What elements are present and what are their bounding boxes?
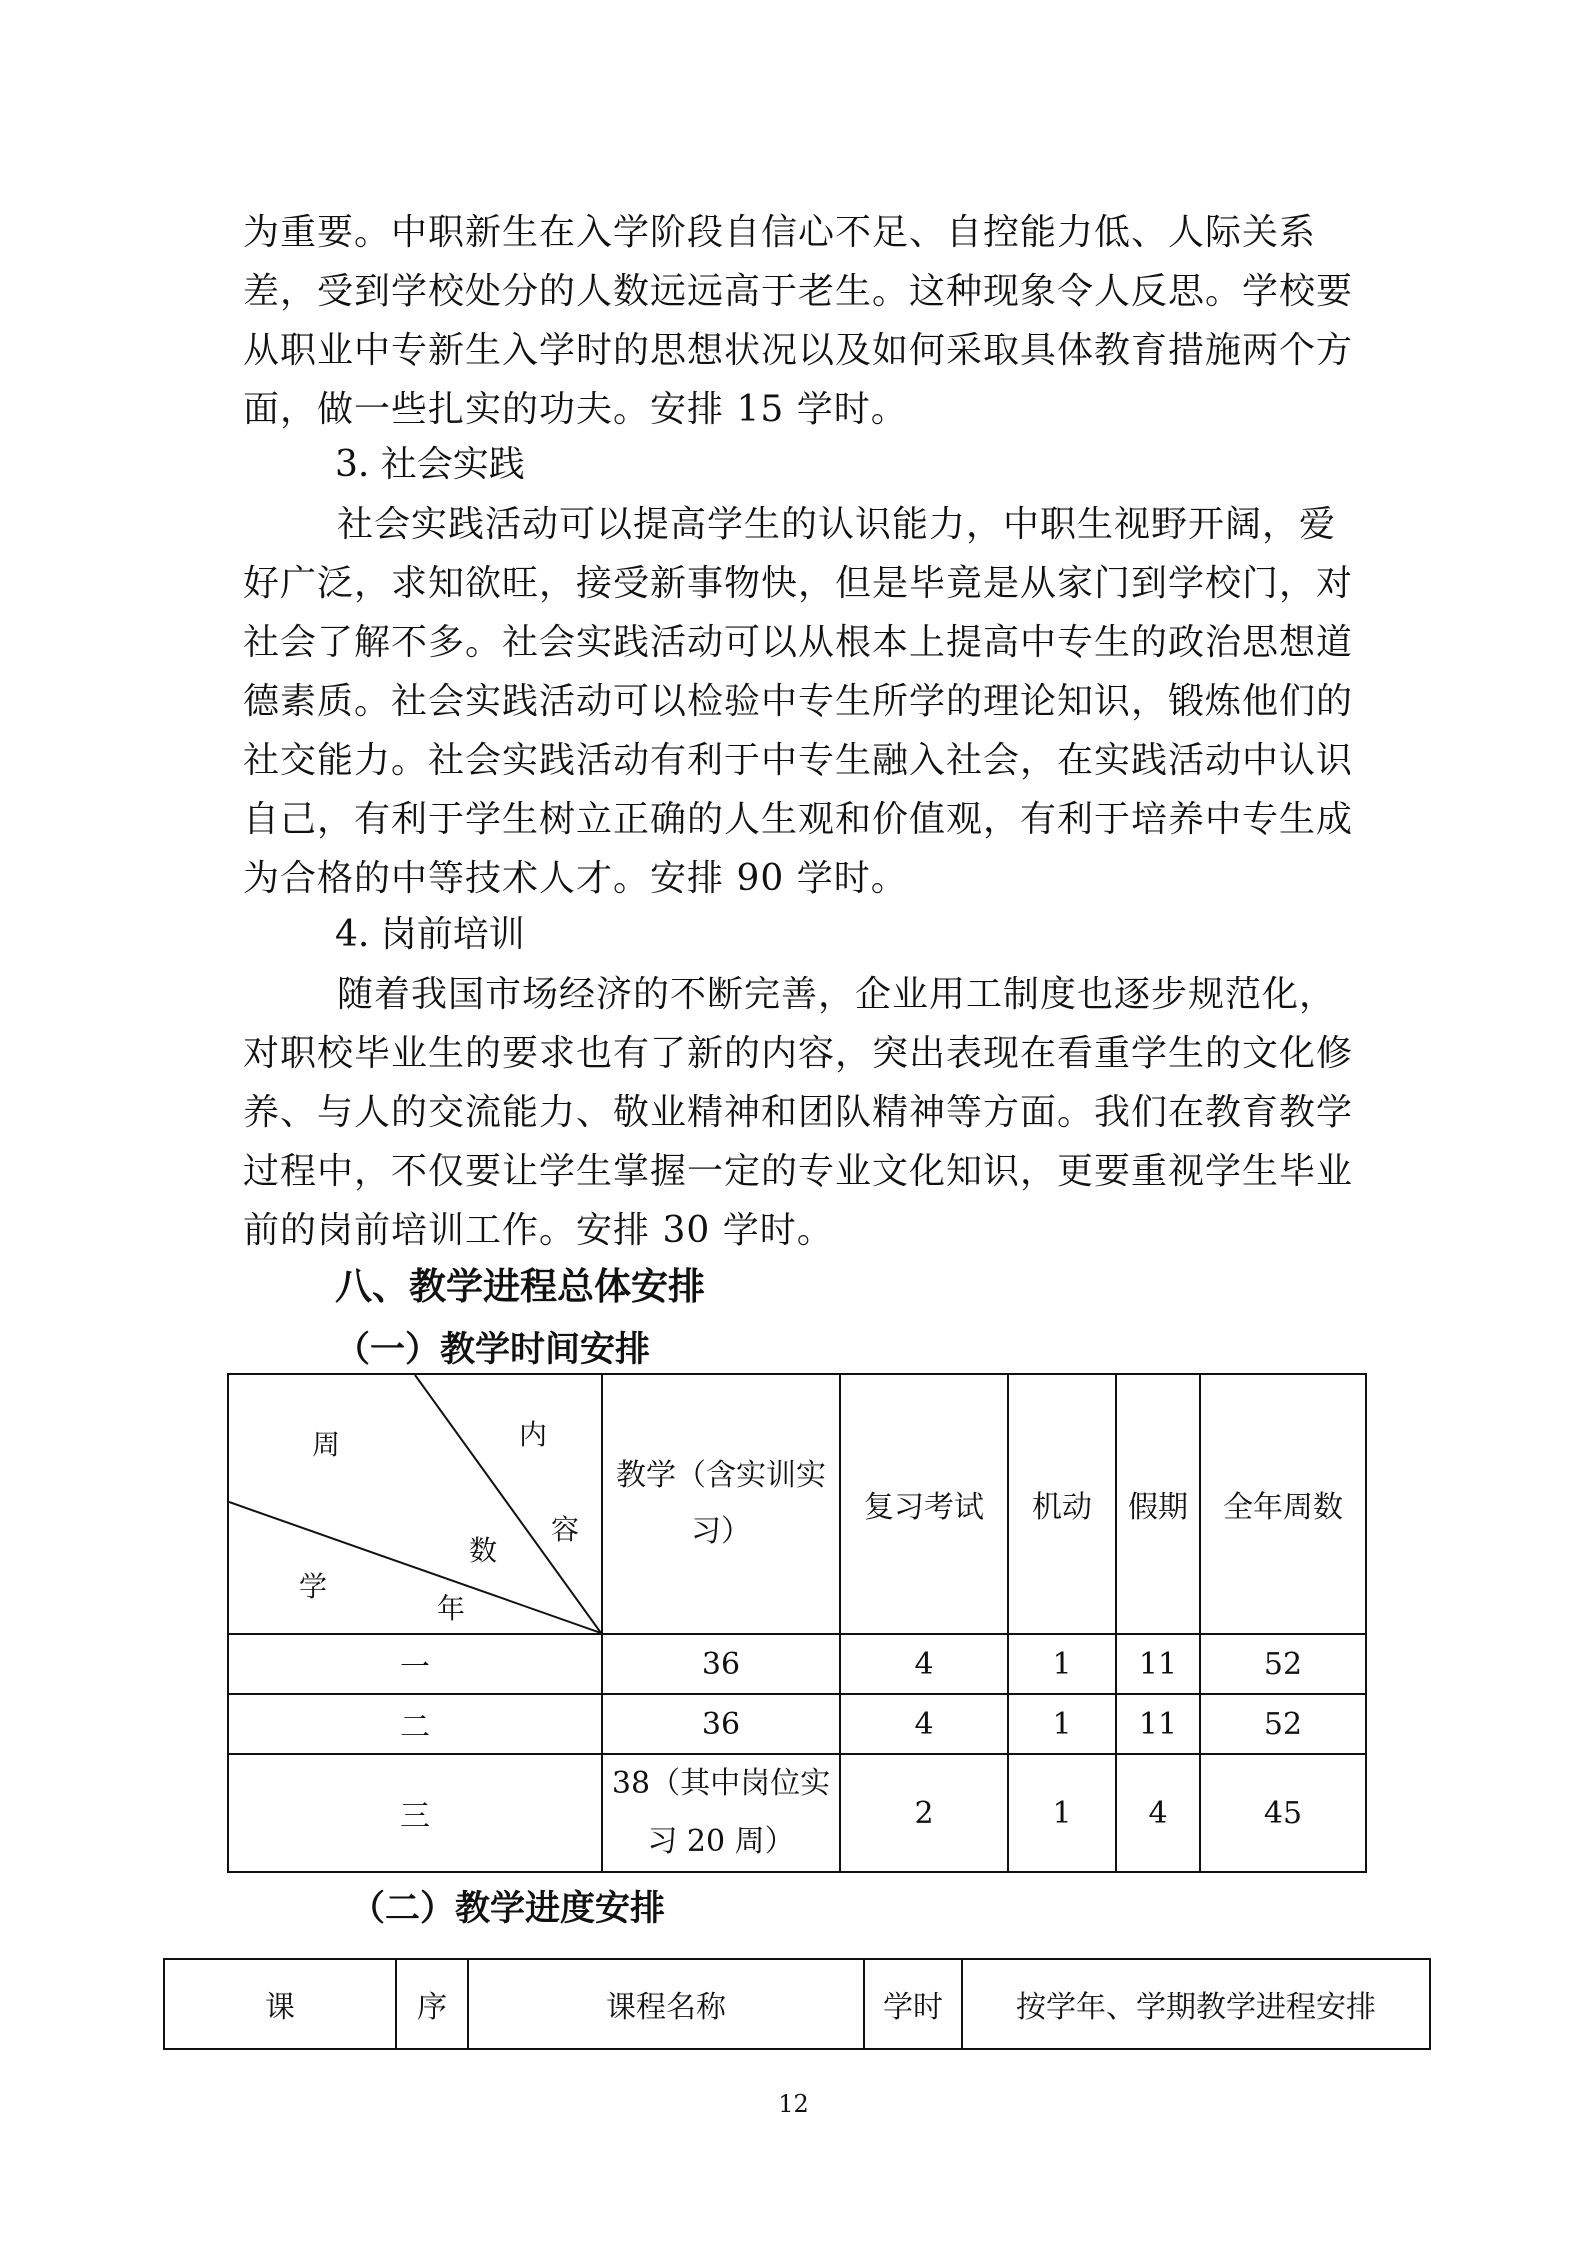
header-flexible: 机动 [1008,1374,1116,1634]
cell-year: 三 [228,1754,602,1872]
header-review-exam: 复习考试 [840,1374,1008,1634]
cell-teaching: 36 [602,1634,840,1694]
diag-label-rong: 容 [551,1513,580,1546]
paragraph-social-practice: 社会实践活动可以提高学生的认识能力，中职生视野开阔，爱好广泛，求知欲旺，接受新事物快，但是毕竟是从家门到学校门，对社会了解不多。社会实践活动可以从根本上提高中专生的政治思想道德素质。社会实践活动可以检验中专生所学的理论知识，锻炼他们的社交能力。社会实践活动有利于中专生融入社会，在实践活动中认识自己，有利于学生树立正确的人生观和价值观，有利于培养中专生成为合格的中等技术人才。安排 90 学时。 [243,504,1354,899]
cell-total: 52 [1200,1634,1366,1694]
header-progress-by-term: 按学年、学期教学进程安排 [962,1959,1430,2049]
cell-review: 4 [840,1634,1008,1694]
cell-holiday: 11 [1116,1694,1200,1754]
cell-flexible: 1 [1008,1634,1116,1694]
cell-flexible: 1 [1008,1754,1116,1872]
diag-label-xue: 学 [299,1570,328,1603]
table-row [228,1754,1366,1872]
cell-review: 4 [840,1694,1008,1754]
diag-label-zhou: 周 [312,1428,341,1461]
diag-label-shu: 数 [469,1534,498,1567]
cell-teaching: 36 [602,1694,840,1754]
subheading-time-schedule: （一）教学时间安排 [335,1330,651,1370]
header-course-name: 课程名称 [468,1959,864,2049]
diagonal-header-cell [228,1374,602,1634]
diag-label-nian: 年 [437,1592,466,1625]
page-number: 12 [778,2090,809,2118]
cell-holiday: 4 [1116,1754,1200,1872]
header-hours: 学时 [864,1959,962,2049]
subheading-progress-schedule: （二）教学进度安排 [350,1889,666,1929]
section-heading: 八、教学进程总体安排 [335,1265,705,1308]
paragraph-intro: 为重要。中职新生在入学阶段自信心不足、自控能力低、人际关系差，受到学校处分的人数远远高于老生。这种现象令人反思。学校要从职业中专新生入学时的思想状况以及如何采取具体教育措施两个方面，做一些扎实的功夫。安排 15 学时。 [243,212,1354,430]
cell-year: 二 [228,1694,602,1754]
item-social-practice: 3. 社会实践 [335,444,525,485]
cell-teaching: 38（其中岗位实习 20 周） [602,1754,840,1872]
cell-flexible: 1 [1008,1694,1116,1754]
cell-year: 一 [228,1634,602,1694]
table-row [228,1694,1366,1754]
header-sequence: 序 [396,1959,468,2049]
cell-review: 2 [840,1754,1008,1872]
header-teaching: 教学（含实训实习） [602,1374,840,1634]
item-job-training: 4. 岗前培训 [335,914,525,955]
header-course-type: 课 [164,1959,396,2049]
teaching-progress-table [163,1958,1431,2050]
header-holiday: 假期 [1116,1374,1200,1634]
cell-total: 52 [1200,1694,1366,1754]
paragraph-job-training: 随着我国市场经济的不断完善，企业用工制度也逐步规范化，对职校毕业生的要求也有了新的内容，突出表现在看重学生的文化修养、与人的交流能力、敬业精神和团队精神等方面。我们在教育教学过程中，不仅要让学生掌握一定的专业文化知识，更要重视学生毕业前的岗前培训工作。安排 30 学时。 [243,974,1354,1251]
table-row [228,1634,1366,1694]
cell-holiday: 11 [1116,1634,1200,1694]
cell-total: 45 [1200,1754,1366,1872]
teaching-time-table [227,1373,1367,1873]
diag-label-nei: 内 [519,1418,548,1451]
header-total-weeks: 全年周数 [1200,1374,1366,1634]
